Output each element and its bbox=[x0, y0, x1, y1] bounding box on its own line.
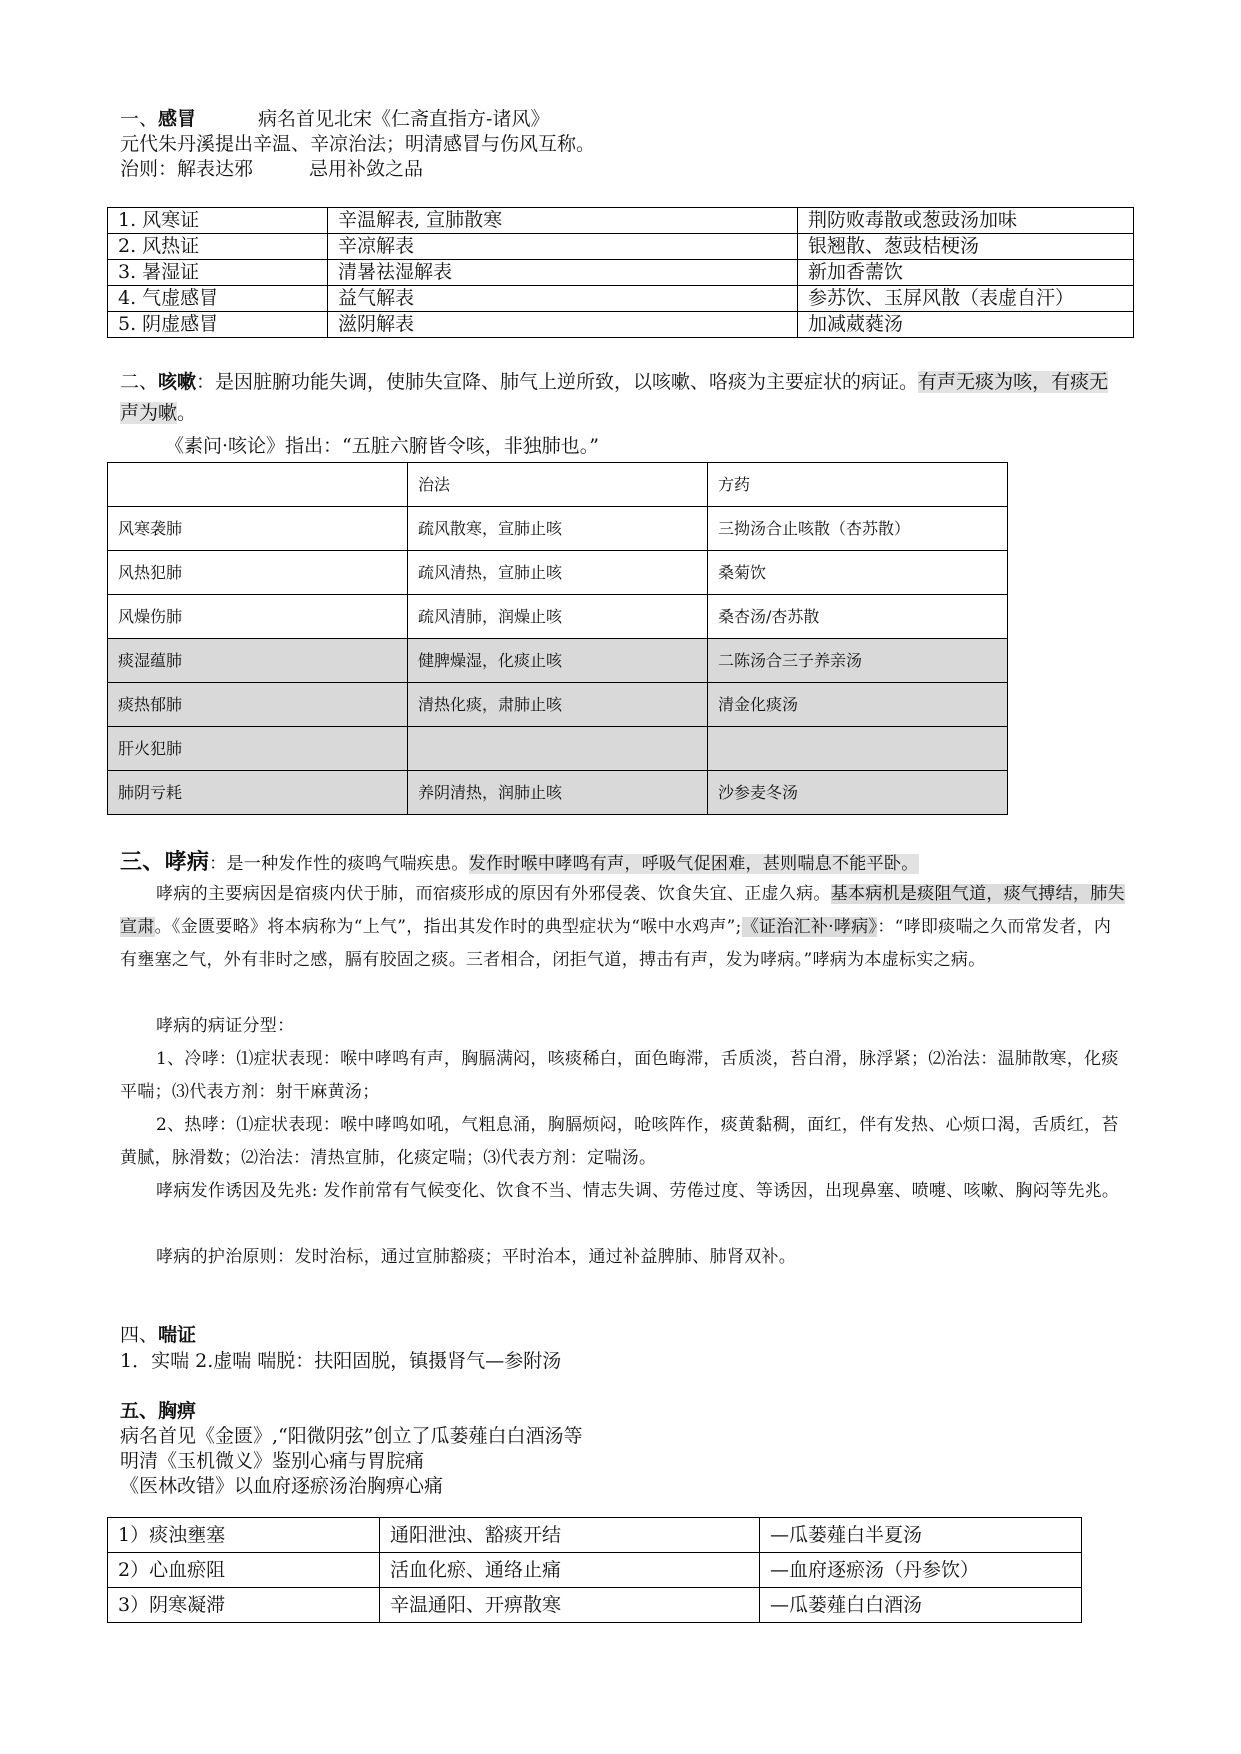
table-cell: 参苏饮、玉屏风散（表虚自汗） bbox=[798, 286, 1134, 312]
table-cell: 加减葳蕤汤 bbox=[798, 312, 1134, 338]
s5-line1: 病名首见《金匮》,“阳微阴弦”创立了瓜蒌薤白白酒汤等 bbox=[120, 1425, 583, 1447]
table-cell: 清暑祛湿解表 bbox=[328, 260, 798, 286]
s1-title: 感冒 bbox=[158, 108, 197, 130]
table-cell: 肺阴亏耗 bbox=[108, 771, 408, 815]
table-cell: 2）心血瘀阻 bbox=[108, 1553, 380, 1588]
chest-bi-treatment-table bbox=[107, 1517, 1082, 1623]
s4-line: 1．实喘 2.虚喘 喘脱：扶阳固脱，镇摄肾气—参附汤 bbox=[120, 1350, 562, 1372]
table-row bbox=[108, 727, 1008, 771]
s4-title-num: 四、 bbox=[120, 1324, 159, 1346]
table-header-cell: 治法 bbox=[408, 463, 708, 507]
table-row bbox=[108, 286, 1134, 312]
s3-def-highlight: 发作时喉中哮鸣有声，呼吸气促困难，甚则喘息不能平卧。 bbox=[468, 854, 919, 874]
s4-heading bbox=[120, 1323, 196, 1347]
table-cell: 沙参麦冬汤 bbox=[708, 771, 1008, 815]
table-cell: 二陈汤合三子养亲汤 bbox=[708, 639, 1008, 683]
table-cell: 辛凉解表 bbox=[328, 234, 798, 260]
table-cell: 银翘散、葱豉桔梗汤 bbox=[798, 234, 1134, 260]
table-cell: 疏风散寒，宣肺止咳 bbox=[408, 507, 708, 551]
s3-para-cold bbox=[120, 1043, 1125, 1109]
s1-title-num: 一、 bbox=[120, 108, 159, 130]
table-row bbox=[108, 1518, 1082, 1553]
table-row bbox=[108, 683, 1008, 727]
table-cell: 桑杏汤/杏苏散 bbox=[708, 595, 1008, 639]
s3-para-cause bbox=[120, 878, 1125, 977]
table-cell: 活血化瘀、通络止痛 bbox=[380, 1553, 760, 1588]
s1-line2: 元代朱丹溪提出辛温、辛凉治法；明清感冒与伤风互称。 bbox=[120, 133, 596, 155]
table-cell: 3）阴寒凝滞 bbox=[108, 1588, 380, 1623]
s4-title: 喘证 bbox=[158, 1324, 197, 1346]
table-row bbox=[108, 639, 1008, 683]
s2-highlight-2: 为咳，有痰无声为嗽 bbox=[120, 371, 1109, 424]
cold-treatment-table bbox=[107, 207, 1134, 338]
s3-para-hot bbox=[120, 1109, 1125, 1175]
table-cell: 荆防败毒散或葱豉汤加味 bbox=[798, 208, 1134, 234]
table-cell: 清金化痰汤 bbox=[708, 683, 1008, 727]
s3-def: ：是一种发作性的痰鸣气喘疾患。 bbox=[209, 854, 469, 874]
table-row bbox=[108, 312, 1134, 338]
s3-p6: 哮病的护治原则：发时治标，通过宣肺豁痰；平时治本，通过补益脾肺、肺肾双补。 bbox=[156, 1247, 797, 1267]
s1-rules bbox=[120, 157, 423, 181]
table-cell: 疏风清肺，润燥止咳 bbox=[408, 595, 708, 639]
table-cell: 健脾燥湿，化痰止咳 bbox=[408, 639, 708, 683]
table-cell: —血府逐瘀汤（丹参饮） bbox=[760, 1553, 1082, 1588]
s3-para-trigger bbox=[120, 1175, 1125, 1208]
table-cell: 1）痰浊壅塞 bbox=[108, 1518, 380, 1553]
table-cell: 辛温解表, 宣肺散寒 bbox=[328, 208, 798, 234]
table-cell: 痰湿蕴肺 bbox=[108, 639, 408, 683]
table-cell: 4. 气虚感冒 bbox=[108, 286, 328, 312]
cough-treatment-table bbox=[107, 462, 1008, 815]
s5-line2: 明清《玉机微义》鉴别心痛与胃脘痛 bbox=[120, 1450, 425, 1472]
s2-quote: 《素问·咳论》指出：“五脏六腑皆令咳，非独肺也。” bbox=[165, 435, 599, 457]
table-row bbox=[108, 208, 1134, 234]
table-cell: —瓜蒌薤白白酒汤 bbox=[760, 1588, 1082, 1623]
s2-def: ：是因脏腑功能失调，使肺失宣降、肺气上逆所致，以咳嗽、咯痰为主要症状的病证。 bbox=[196, 371, 919, 393]
table-row bbox=[108, 1588, 1082, 1623]
s3-p1-highlight-2: 《证治汇补·哮病》 bbox=[741, 917, 878, 937]
s3-p2: 哮病的病证分型： bbox=[156, 1016, 295, 1036]
s3-definition bbox=[120, 846, 1125, 881]
s1-heading-line bbox=[120, 107, 549, 131]
s3-p1c: ：“哮即痰喘之久而常发者，内有壅塞之气，外有非时之感，膈有胶固之痰。三者相合，闭拒气道，搏击有声，发为哮病。”哮病为本虚标实之病。 bbox=[120, 917, 1112, 970]
table-cell bbox=[408, 727, 708, 771]
table-cell: 2. 风热证 bbox=[108, 234, 328, 260]
table-row bbox=[108, 771, 1008, 815]
table-row bbox=[108, 260, 1134, 286]
table-cell: 风寒袭肺 bbox=[108, 507, 408, 551]
table-cell: —瓜蒌薤白半夏汤 bbox=[760, 1518, 1082, 1553]
table-cell: 1. 风寒证 bbox=[108, 208, 328, 234]
s5-title: 五、胸痹 bbox=[120, 1400, 197, 1422]
s3-para-principle bbox=[120, 1241, 1125, 1274]
table-row bbox=[108, 595, 1008, 639]
s2-title: 咳嗽 bbox=[158, 371, 197, 393]
s2-definition bbox=[120, 367, 1120, 429]
table-header-row bbox=[108, 463, 1008, 507]
s3-para-types bbox=[120, 1010, 1125, 1043]
table-cell: 三拗汤合止咳散（杏苏散） bbox=[708, 507, 1008, 551]
s1-rule-a: 治则：解表达邪 bbox=[120, 158, 254, 180]
table-cell: 通阳泄浊、豁痰开结 bbox=[380, 1518, 760, 1553]
s1-origin: 病名首见北宋《仁斋直指方-诸风》 bbox=[258, 108, 550, 130]
table-row bbox=[108, 507, 1008, 551]
table-header-cell bbox=[108, 463, 408, 507]
table-cell: 新加香薷饮 bbox=[798, 260, 1134, 286]
table-cell: 5. 阴虚感冒 bbox=[108, 312, 328, 338]
s2-end: 。 bbox=[177, 402, 197, 424]
table-header-cell: 方药 bbox=[708, 463, 1008, 507]
table-cell: 清热化痰，肃肺止咳 bbox=[408, 683, 708, 727]
s5-line3: 《医林改错》以血府逐瘀汤治胸痹心痛 bbox=[120, 1475, 444, 1497]
table-cell: 养阴清热，润肺止咳 bbox=[408, 771, 708, 815]
table-cell: 肝火犯肺 bbox=[108, 727, 408, 771]
table-row bbox=[108, 234, 1134, 260]
s3-p1b: 。《金匮要略》将本病称为“上气”，指出其发作时的典型症状为“喉中水鸡声”; bbox=[154, 917, 742, 937]
table-row bbox=[108, 551, 1008, 595]
table-cell: 益气解表 bbox=[328, 286, 798, 312]
s3-p3: 1、冷哮：⑴症状表现：喉中哮鸣有声，胸膈满闷，咳痰稀白，面色晦滞，舌质淡，苔白滑，脉浮紧；⑵治法：温肺散寒，化痰平喘；⑶代表方剂：射干麻黄汤； bbox=[120, 1049, 1119, 1102]
s3-p5: 哮病发作诱因及先兆: 发作前常有气候变化、饮食不当、情志失调、劳倦过度、等诱因，出现鼻塞、喷嚏、咳嗽、胸闷等先兆。 bbox=[156, 1181, 1120, 1201]
table-cell: 3. 暑湿证 bbox=[108, 260, 328, 286]
table-cell: 疏风清热，宣肺止咳 bbox=[408, 551, 708, 595]
table-cell: 滋阴解表 bbox=[328, 312, 798, 338]
table-cell: 辛温通阳、开痹散寒 bbox=[380, 1588, 760, 1623]
s3-p1a: 哮病的主要病因是宿痰内伏于肺，而宿痰形成的原因有外邪侵袭、饮食失宜、正虚久病。 bbox=[156, 884, 831, 904]
table-cell bbox=[708, 727, 1008, 771]
s3-p1-highlight: 基本病机是痰阻气道，痰气搏结，肺失宣肃 bbox=[120, 884, 1125, 937]
table-row bbox=[108, 1553, 1082, 1588]
s3-p4: 2、热哮：⑴症状表现：喉中哮鸣如吼，气粗息涌，胸膈烦闷，呛咳阵作，痰黄黏稠，面红，伴有发热、心烦口渴，舌质红，苔黄腻，脉滑数；⑵治法：清热宣肺，化痰定喘；⑶代表方剂：定喘汤。 bbox=[120, 1115, 1119, 1168]
s1-rule-b: 忌用补敛之品 bbox=[309, 158, 424, 180]
s3-title: 三、哮病 bbox=[120, 849, 210, 875]
s2-highlight-1: 有声无痰 bbox=[918, 371, 995, 393]
table-cell: 风燥伤肺 bbox=[108, 595, 408, 639]
table-cell: 桑菊饮 bbox=[708, 551, 1008, 595]
table-cell: 风热犯肺 bbox=[108, 551, 408, 595]
table-cell: 痰热郁肺 bbox=[108, 683, 408, 727]
s2-title-num: 二、 bbox=[120, 371, 159, 393]
